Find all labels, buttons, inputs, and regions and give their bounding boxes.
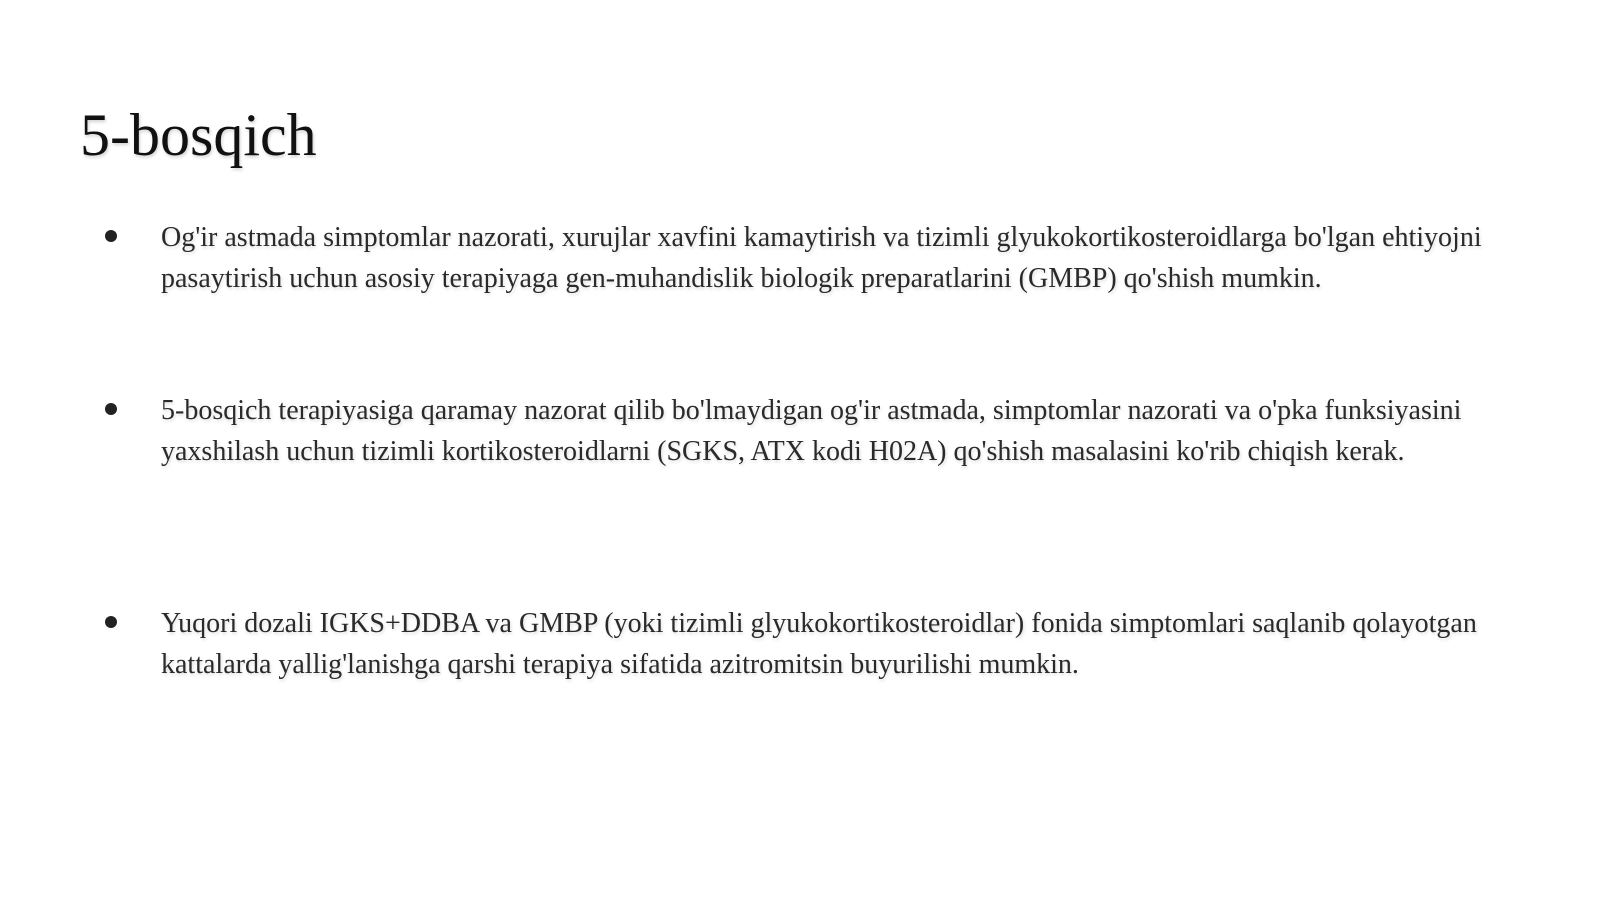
- bullet-dot-icon: [105, 403, 117, 415]
- bullet-text: 5-bosqich terapiyasiga qaramay nazorat qilib bo'lmaydigan og'ir astmada, simptomlar nazorati va o'pka funksiyasini yaxshilash uchun tizimli kortikosteroidlarni (SGKS, ATX kodi H02A) qo'shish masalasini ko'rib chiqish kerak.: [161, 395, 1462, 467]
- bullet-text: Yuqori dozali IGKS+DDBA va GMBP (yoki tizimli glyukokortikosteroidlar) fonida simptomlari saqlanib qolayotgan kattalarda yallig'lanishga qarshi terapiya sifatida azitromitsin buyurilishi mumkin.: [161, 608, 1477, 680]
- slide-title: 5-bosqich: [80, 102, 317, 168]
- bullet-dot-icon: [105, 230, 117, 242]
- bullet-dot-icon: [105, 616, 117, 628]
- bullet-text: Og'ir astmada simptomlar nazorati, xurujlar xavfini kamaytirish va tizimli glyukokortikosteroidlarga bo'lgan ehtiyojni pasaytirish uchun asosiy terapiyaga gen-muhandislik biologik preparatlarini (GMBP) qo'shish mumkin.: [161, 222, 1482, 294]
